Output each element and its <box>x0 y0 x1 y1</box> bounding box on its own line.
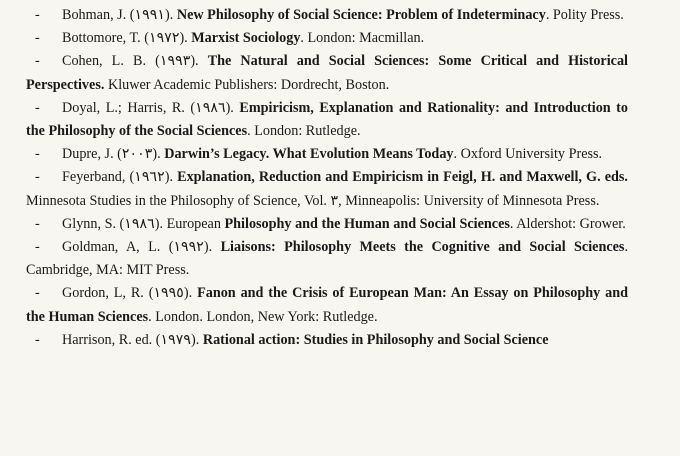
entry-author: Gordon, L, R. (١٩٩٥). <box>62 285 198 302</box>
entry-title: Rational action: Studies in Philosophy and Social Science <box>202 331 549 348</box>
bibliography-entry <box>26 282 628 328</box>
entry-title: Philosophy and the Human and Social Sciences <box>224 215 510 232</box>
entry-author: Goldman, A, L. (١٩٩٢). <box>62 239 221 256</box>
entry-title: Empiricism, Explanation and Rationality: and Introduction to the Philosophy of the Social Sciences <box>26 99 628 140</box>
entry-publisher: . Oxford University Press. <box>453 146 603 163</box>
entry-title: Darwin’s Legacy. What Evolution Means Today <box>164 146 454 163</box>
entry-publisher: . Cambridge, MA: MIT Press. <box>26 239 629 279</box>
entry-title: The Natural and Social Sciences: Some Critical and Historical Perspectives. <box>26 53 629 93</box>
entry-publisher: . London: Rutledge. <box>247 123 361 140</box>
entry-title: Liaisons: Philosophy Meets the Cognitive and Social Sciences <box>220 239 625 256</box>
entry-author: Cohen, L. B. (١٩٩٣). <box>62 53 208 70</box>
entry-publisher: Kluwer Academic Publishers: Dordrecht, Boston. <box>104 76 390 93</box>
bibliography-entry <box>26 143 628 166</box>
entry-dash: - <box>35 7 40 23</box>
entry-publisher: . London: Macmillan. <box>300 30 425 47</box>
entry-dash: - <box>35 99 40 116</box>
bibliography-entry <box>26 166 628 212</box>
bibliography-list <box>26 4 628 352</box>
entry-title: Marxist Sociology <box>191 30 301 47</box>
entry-author: Feyerband, (١٩٦٢). <box>62 169 178 186</box>
entry-dash: - <box>35 215 40 232</box>
entry-dash: - <box>35 146 40 163</box>
entry-dash: - <box>35 331 40 348</box>
entry-publisher: . Polity Press. <box>545 7 624 23</box>
bibliography-entry <box>26 50 628 96</box>
entry-dash: - <box>35 30 40 47</box>
entry-author: Bohman, J. (١٩٩١). <box>62 7 177 23</box>
entry-dash: - <box>35 239 40 256</box>
entry-title: Explanation, Reduction and Empiricism in Feigl, H. and Maxwell, G. eds. <box>177 169 628 186</box>
bibliography-entry <box>26 329 628 352</box>
entry-publisher: Minnesota Studies in the Philosophy of Science, Vol. ٣, Minneapolis: University of Minnesota Press. <box>26 192 600 209</box>
entry-title: Fanon and the Crisis of European Man: An Essay on Philosophy and the Human Sciences <box>26 285 628 325</box>
entry-author: Bottomore, T. (١٩٧٢). <box>62 30 192 47</box>
entry-dash: - <box>35 169 40 186</box>
entry-title: New Philosophy of Social Science: Problem of Indeterminacy <box>176 7 546 23</box>
entry-dash: - <box>35 53 40 70</box>
entry-author: Doyal, L.; Harris, R. (١٩٨٦). <box>62 99 240 116</box>
bibliography-entry <box>26 4 628 27</box>
entry-dash: - <box>35 285 40 302</box>
bibliography-entry <box>26 97 628 143</box>
entry-author: Glynn, S. (١٩٨٦). European <box>62 215 225 232</box>
entry-publisher: . London. London, New York: Rutledge. <box>148 308 378 325</box>
entry-author: Dupre, J. (٢٠٠٣). <box>62 146 165 163</box>
bibliography-entry <box>26 213 628 236</box>
bibliography-entry <box>26 236 628 282</box>
entry-publisher: . Aldershot: Grower. <box>509 215 626 232</box>
bibliography-entry <box>26 27 628 50</box>
entry-author: Harrison, R. ed. (١٩٧٩). <box>62 331 203 348</box>
